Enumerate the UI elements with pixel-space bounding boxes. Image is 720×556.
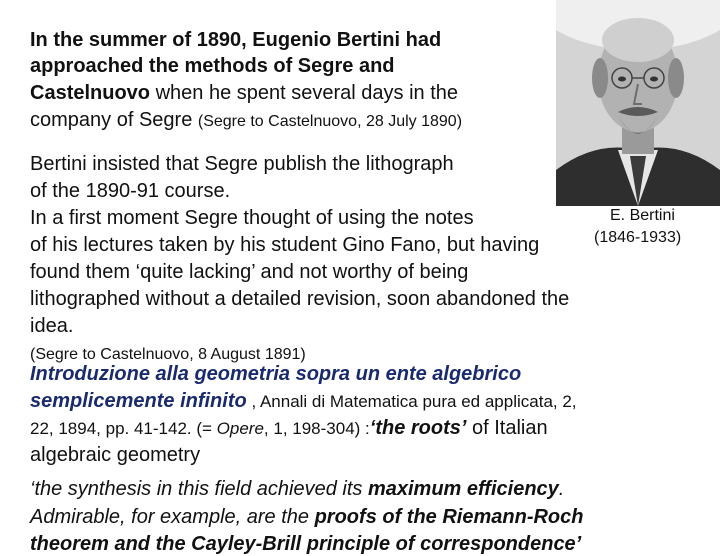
quote-riemann-roch: proofs of the Riemann-Roch <box>314 506 584 528</box>
the-roots: ‘the roots’ <box>369 417 467 439</box>
reference-title-line-2: semplicemente infinito <box>30 390 247 412</box>
body-line-5: found them ‘quite lacking’ and not worthy of being <box>30 261 469 283</box>
reference-line-4: algebraic geometry <box>30 444 201 466</box>
quote-line-2 <box>30 505 583 529</box>
intro-citation: (Segre to Castelnuovo, 28 July 1890) <box>197 113 463 130</box>
portrait-name: E. Bertini <box>610 207 675 224</box>
quote-line-1 <box>30 477 564 501</box>
castelnuovo-bold: Castelnuovo <box>30 82 151 104</box>
reference-title-line-1: Introduzione alla geometria sopra un ente algebrico <box>30 363 522 385</box>
reference-line-3 <box>30 416 548 441</box>
intro-line-2: approached the methods of Segre and <box>30 55 395 77</box>
portrait-dates: (1846-1933) <box>594 229 682 246</box>
body-citation: (Segre to Castelnuovo, 8 August 1891) <box>30 346 306 363</box>
quote-line-1-a: ‘the synthesis in this field achieved its <box>30 478 368 500</box>
body-line-3: In a first moment Segre thought of using the notes <box>30 207 474 229</box>
body-line-1: Bertini insisted that Segre publish the lithograph <box>30 153 454 175</box>
intro-line-1: In the summer of 1890, Eugenio Bertini had <box>30 29 442 51</box>
reference-opere-pages: , 1, 198-304) : <box>263 419 370 438</box>
body-line-2: of the 1890-91 course. <box>30 180 231 202</box>
reference-journal: , Annali di Matematica pura ed applicata, 2, <box>246 392 577 411</box>
intro-line-4-text: company of Segre <box>30 109 198 131</box>
reference-line-2 <box>30 389 577 414</box>
of-italian: of Italian <box>466 417 548 439</box>
quote-line-3: theorem and the Cayley-Brill principle of correspondence’ <box>30 533 582 555</box>
body-line-7: idea. <box>30 315 74 337</box>
body-line-4: of his lectures taken by his student Gino Fano, but having <box>30 234 540 256</box>
quote-line-2-a: Admirable, for example, are the <box>30 506 315 528</box>
reference-volume: 22, 1894, pp. 41-142. (= <box>30 419 217 438</box>
portrait-image <box>556 0 720 206</box>
body-line-6: lithographed without a detailed revision, soon abandoned the <box>30 288 570 310</box>
quote-line-1-c: . <box>558 478 565 500</box>
intro-line-3-rest: when he spent several days in the <box>150 82 458 104</box>
intro-line-4 <box>30 108 462 134</box>
quote-max-efficiency: maximum efficiency <box>367 478 559 500</box>
intro-line-3 <box>30 81 458 105</box>
portrait-photo <box>556 0 720 206</box>
reference-opere: Opere <box>216 419 264 438</box>
